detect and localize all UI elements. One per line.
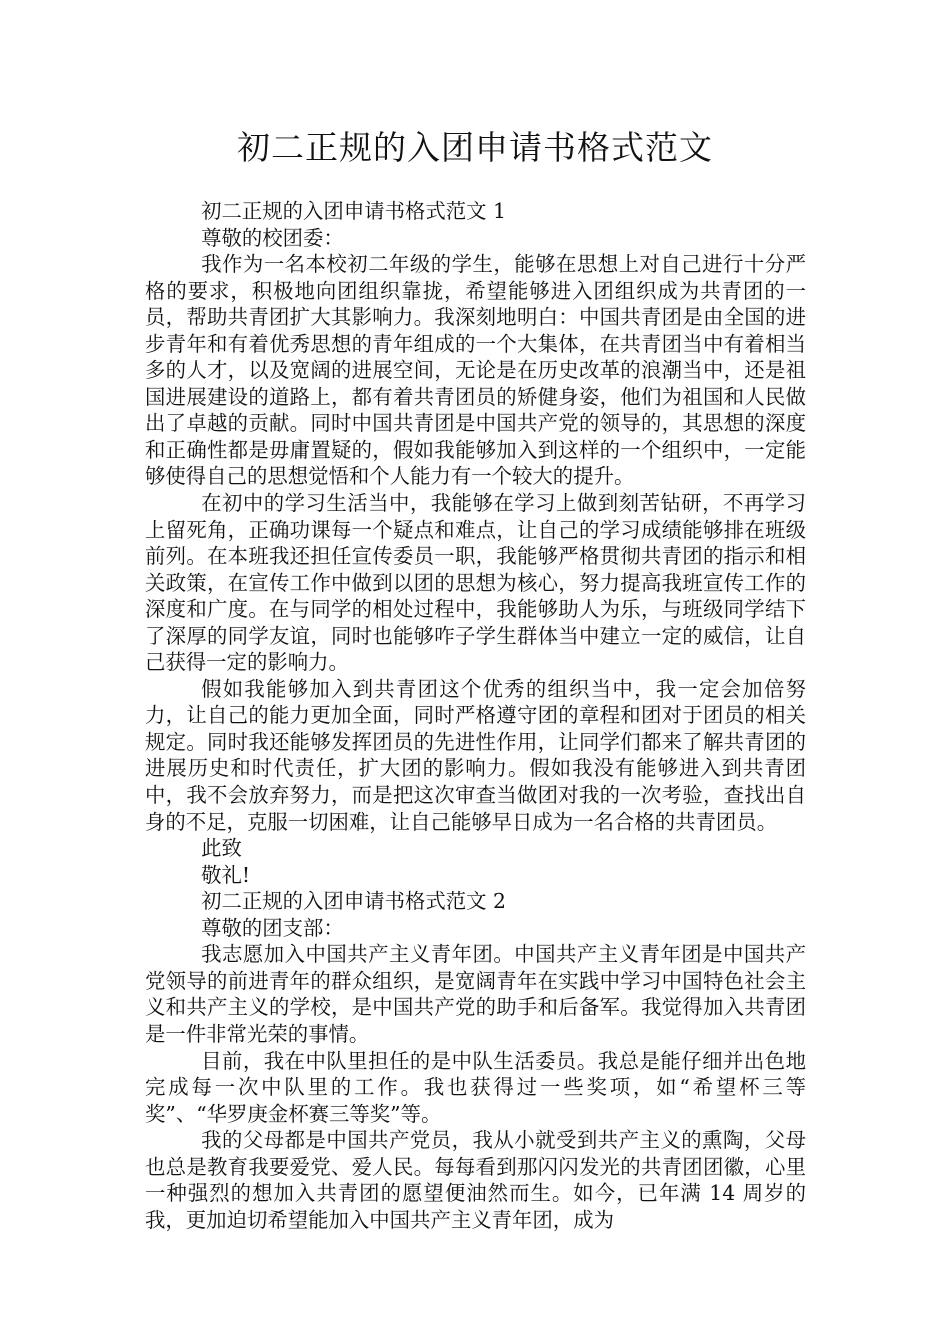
section-heading: 初二正规的入团申请书格式范文 2: [201, 889, 507, 914]
body-paragraph: 假如我能够加入到共青团这个优秀的组织当中，我一定会加倍努力，让自己的能力更加全面，同时严格遵守团的章程和团对于团员的相关规定。同时我还能够发挥团员的先进性作用，让同学们都来了解共青团的进展历史和时代责任，扩大团的影响力。假如我没有能够进入到共青团中，我不会放弃努力，而是把这次审查当做团对我的一次考验，查找出自身的不足，克服一切困难，让自己能够早日成为一名合格的共青团员。: [145, 676, 806, 834]
closing-line: 此致: [201, 836, 242, 861]
salutation: 尊敬的团支部：: [201, 915, 344, 940]
body-paragraph: 我志愿加入中国共产主义青年团。中国共产主义青年团是中国共产党领导的前进青年的群众组织，是宽阔青年在实践中学习中国特色社会主义和共产主义的学校，是中国共产党的助手和后备军。我觉得加入共青团是一件非常光荣的事情。: [145, 942, 806, 1046]
closing-line: 敬礼!: [201, 862, 251, 887]
body-paragraph: 在初中的学习生活当中，我能够在学习上做到刻苦钻研，不再学习上留死角，正确功课每一个疑点和难点，让自己的学习成绩能够排在班级前列。在本班我还担任宣传委员一职，我能够严格贯彻共青团的指示和相关政策，在宣传工作中做到以团的思想为核心，努力提高我班宣传工作的深度和广度。在与同学的相处过程中，我能够助人为乐，与班级同学结下了深厚的同学友谊，同时也能够咋子学生群体当中建立一定的威信，让自己获得一定的影响力。: [145, 491, 806, 675]
body-paragraph: 我的父母都是中国共产党员，我从小就受到共产主义的熏陶，父母也总是教育我要爱党、爱人民。每每看到那闪闪发光的共青团团徽，心里一种强烈的想加入共青团的愿望便油然而生。如今，已年满 14 周岁的我，更加迫切希望能加入中国共产主义青年团，成为: [145, 1128, 806, 1232]
document-title: 初二正规的入团申请书格式范文: [237, 128, 713, 167]
salutation: 尊敬的校团委：: [201, 225, 344, 250]
section-heading: 初二正规的入团申请书格式范文 1: [201, 199, 507, 223]
body-paragraph: 目前，我在中队里担任的是中队生活委员。我总是能仔细并出色地完成每一次中队里的工作。我也获得过一些奖项，如“希望杯三等奖”、“华罗庚金杯赛三等奖”等。: [145, 1048, 806, 1126]
body-paragraph: 我作为一名本校初二年级的学生，能够在思想上对自己进行十分严格的要求，积极地向团组织靠拢，希望能够进入团组织成为共青团的一员，帮助共青团扩大其影响力。我深刻地明白：中国共青团是由全国的进步青年和有着优秀思想的青年组成的一个大集体，在共青团当中有着相当多的人才，以及宽阔的进展空间，无论是在历史改革的浪潮当中，还是祖国进展建设的道路上，都有着共青团员的矫健身姿，他们为祖国和人民做出了卓越的贡献。同时中国共青团是中国共产党的领导的，其思想的深度和正确性都是毋庸置疑的，假如我能够加入到这样的一个组织中，一定能够使得自己的思想觉悟和个人能力有一个较大的提升。: [145, 252, 806, 489]
document-body: [145, 198, 806, 1233]
